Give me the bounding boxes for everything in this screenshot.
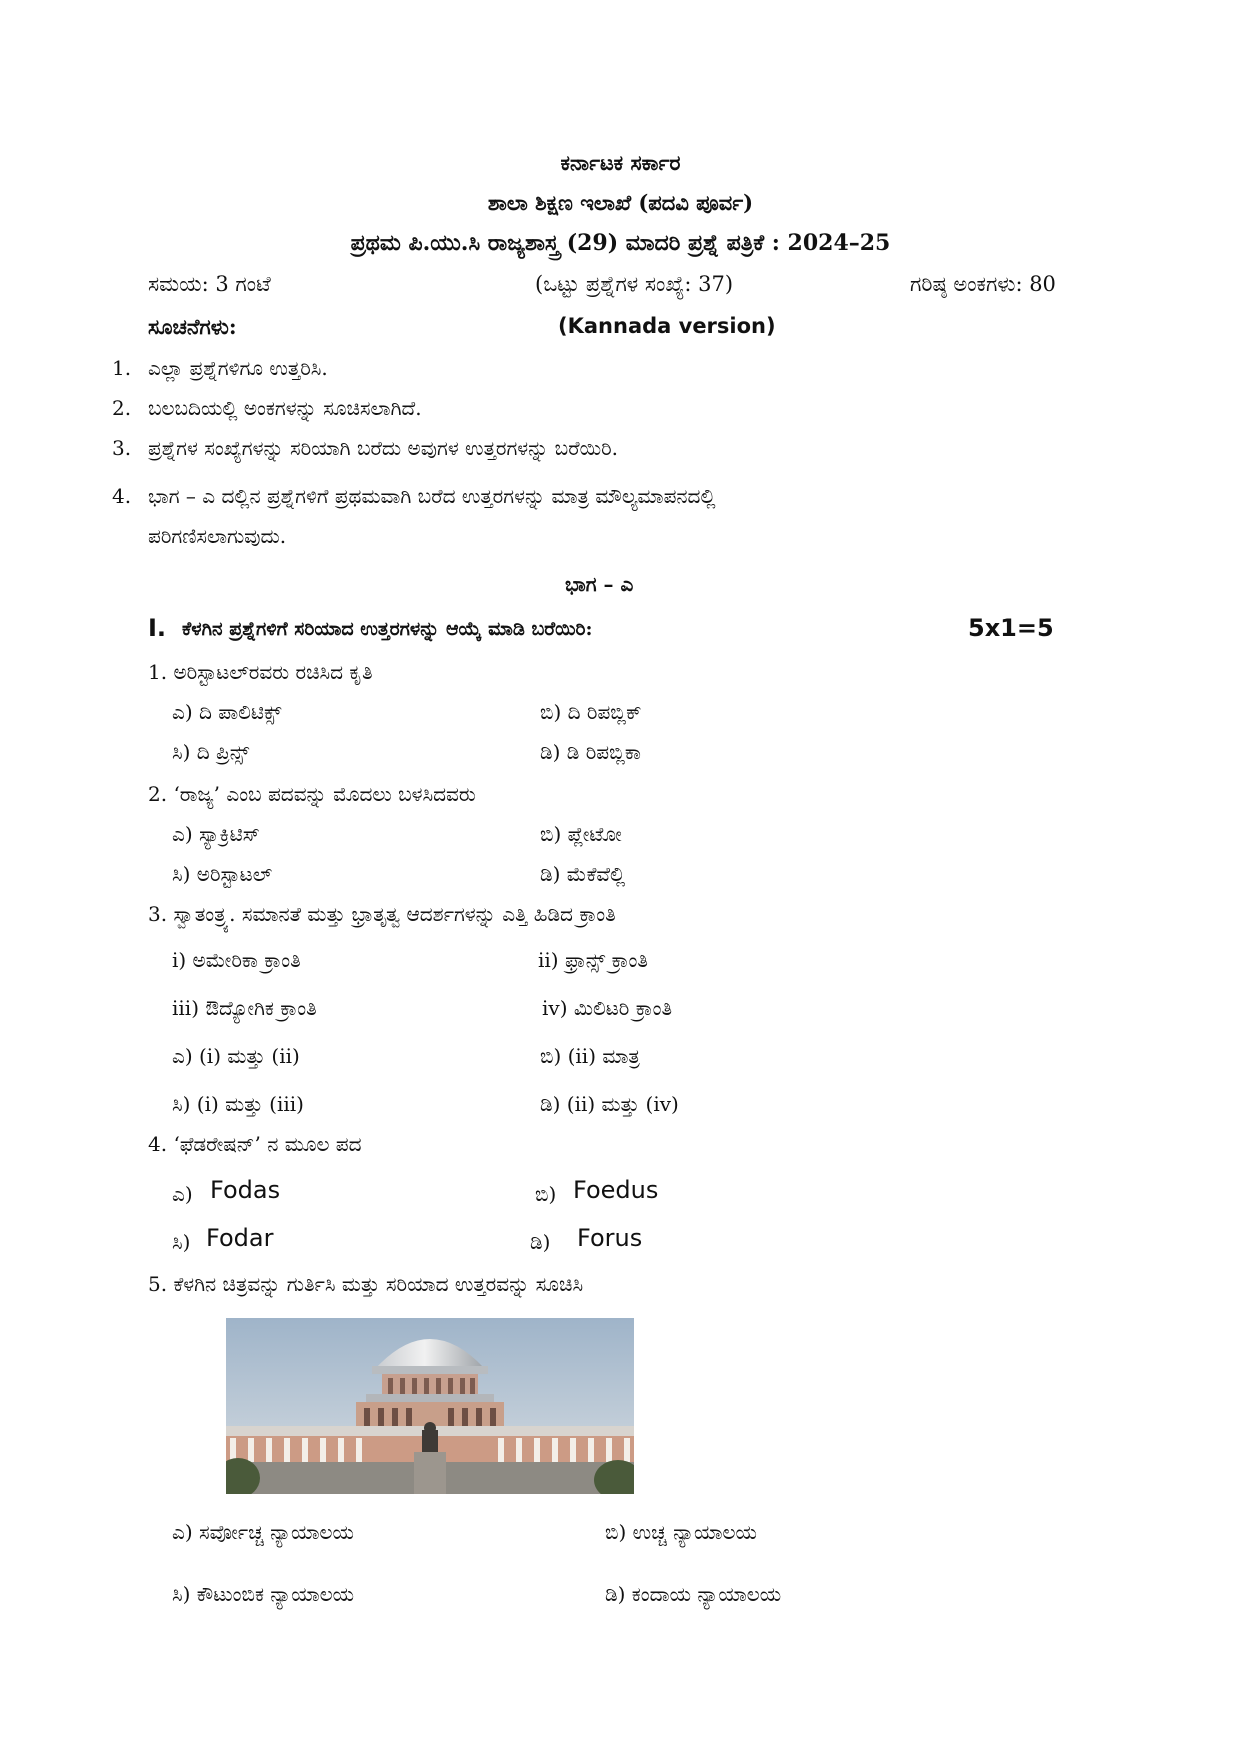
statement-iv: iv) ಮಿಲಿಟರಿ ಕ್ರಾಂತಿ <box>542 996 673 1020</box>
option-c-prefix: ಸಿ) <box>172 1230 191 1254</box>
instruction-number: 2. <box>112 396 132 420</box>
option-d-prefix: ಡಿ) <box>530 1230 551 1254</box>
option-b: ಬಿ) ಉಚ್ಚ ನ್ಯಾಯಾಲಯ <box>605 1520 757 1544</box>
question-2: 2. ‘ರಾಜ್ಯ’ ಎಂಬ ಪದವನ್ನು ಮೊದಲು ಬಳಸಿದವರು <box>148 782 476 806</box>
paper-title: ಪ್ರಥಮ ಪಿ.ಯು.ಸಿ ರಾಜ್ಯಶಾಸ್ತ್ರ (29) ಮಾದರಿ ಪ್ರಶ್ನೆ ಪತ್ರಿಕೆ : 2024–25 <box>350 230 891 256</box>
option-a-word: Fodas <box>210 1176 281 1204</box>
option-b-word: Foedus <box>573 1176 659 1204</box>
section-marks: 5x1=5 <box>968 614 1054 642</box>
instruction-number: 1. <box>112 356 132 380</box>
question-5: 5. ಕೆಳಗಿನ ಚಿತ್ರವನ್ನು ಗುರ್ತಿಸಿ ಮತ್ತು ಸರಿಯಾದ ಉತ್ತರವನ್ನು ಸೂಚಿಸಿ <box>148 1272 584 1296</box>
question-1: 1. ಅರಿಸ್ಟಾಟಲ್‌ರವರು ರಚಿಸಿದ ಕೃತಿ <box>148 660 373 684</box>
option-a: ಎ) (i) ಮತ್ತು (ii) <box>172 1044 300 1068</box>
section-number: I. <box>148 614 167 642</box>
statement-iii: iii) ಔದ್ಯೋಗಿಕ ಕ್ರಾಂತಿ <box>172 996 317 1020</box>
option-d: ಡಿ) ಕಂದಾಯ ನ್ಯಾಯಾಲಯ <box>605 1582 782 1606</box>
option-b-prefix: ಬಿ) <box>535 1182 557 1206</box>
instruction-number: 3. <box>112 436 132 460</box>
option-b: ಬಿ) ಪ್ಲೇಟೋ <box>540 822 622 846</box>
time-label: ಸಮಯ: 3 ಗಂಟೆ <box>148 272 271 296</box>
part-title: ಭಾಗ – ಎ <box>565 572 634 596</box>
instruction-text-continued: ಪರಿಗಣಿಸಲಾಗುವುದು. <box>148 524 287 548</box>
max-marks: ಗರಿಷ್ಠ ಅಂಕಗಳು: 80 <box>910 272 1056 296</box>
instruction-text: ಎಲ್ಲಾ ಪ್ರಶ್ನೆಗಳಿಗೂ ಉತ್ತರಿಸಿ. <box>148 356 328 380</box>
supreme-court-image <box>226 1318 634 1494</box>
option-a: ಎ) ಸರ್ವೋಚ್ಚ ನ್ಯಾಯಾಲಯ <box>172 1520 354 1544</box>
option-d: ಡಿ) ಮೆಕೆವೆಲ್ಲಿ <box>540 862 626 886</box>
option-a-prefix: ಎ) <box>172 1182 193 1206</box>
question-3: 3. ಸ್ವಾತಂತ್ರ್ಯ. ಸಮಾನತೆ ಮತ್ತು ಭ್ರಾತೃತ್ವ ಆದರ್ಶಗಳನ್ನು ಎತ್ತಿ ಹಿಡಿದ ಕ್ರಾಂತಿ <box>148 902 616 926</box>
statement-i: i) ಅಮೇರಿಕಾ ಕ್ರಾಂತಿ <box>172 948 301 972</box>
option-b: ಬಿ) (ii) ಮಾತ್ರ <box>540 1044 640 1068</box>
header-department: ಶಾಲಾ ಶಿಕ್ಷಣ ಇಲಾಖೆ (ಪದವಿ ಪೂರ್ವ) <box>487 190 754 215</box>
instructions-label: ಸೂಚನೆಗಳು: <box>148 314 237 339</box>
option-c: ಸಿ) ಕೌಟುಂಬಿಕ ನ್ಯಾಯಾಲಯ <box>172 1582 355 1606</box>
instruction-text: ಬಲಬದಿಯಲ್ಲಿ ಅಂಕಗಳನ್ನು ಸೂಚಿಸಲಾಗಿದೆ. <box>148 396 422 420</box>
header-government: ಕರ್ನಾಟಕ ಸರ್ಕಾರ <box>560 150 681 175</box>
instruction-number: 4. <box>112 484 132 508</box>
option-d-word: Forus <box>577 1224 643 1252</box>
option-b: ಬಿ) ದಿ ರಿಪಬ್ಲಿಕ್ <box>540 700 642 724</box>
total-questions: (ಒಟ್ಟು ಪ್ರಶ್ನೆಗಳ ಸಂಖ್ಯೆ: 37) <box>535 272 734 296</box>
option-c-word: Fodar <box>206 1224 274 1252</box>
option-d: ಡಿ) (ii) ಮತ್ತು (iv) <box>540 1092 679 1116</box>
option-c: ಸಿ) ದಿ ಪ್ರಿನ್ಸ್ <box>172 740 250 764</box>
option-a: ಎ) ಸ್ಯಾಕ್ರಿಟಿಸ್ <box>172 822 260 846</box>
option-a: ಎ) ದಿ ಪಾಲಿಟಿಕ್ಸ್ <box>172 700 282 724</box>
option-d: ಡಿ) ಡಿ ರಿಪಬ್ಲಿಕಾ <box>540 740 641 764</box>
statement-ii: ii) ಫ್ರಾನ್ಸ್ ಕ್ರಾಂತಿ <box>538 948 648 972</box>
version-label: (Kannada version) <box>558 314 776 338</box>
question-4: 4. ‘ಫೆಡರೇಷನ್’ ನ ಮೂಲ ಪದ <box>148 1132 362 1156</box>
instruction-text: ಭಾಗ – ಎ ದಲ್ಲಿನ ಪ್ರಶ್ನೆಗಳಿಗೆ ಪ್ರಥಮವಾಗಿ ಬರೆದ ಉತ್ತರಗಳನ್ನು ಮಾತ್ರ ಮೌಲ್ಯಮಾಪನದಲ್ಲಿ <box>148 484 716 508</box>
instruction-text: ಪ್ರಶ್ನೆಗಳ ಸಂಖ್ಯೆಗಳನ್ನು ಸರಿಯಾಗಿ ಬರೆದು ಅವುಗಳ ಉತ್ತರಗಳನ್ನು ಬರೆಯಿರಿ. <box>148 436 618 460</box>
option-c: ಸಿ) ಅರಿಸ್ಟಾಟಲ್ <box>172 862 273 886</box>
option-c: ಸಿ) (i) ಮತ್ತು (iii) <box>172 1092 304 1116</box>
section-instruction: ಕೆಳಗಿನ ಪ್ರಶ್ನೆಗಳಿಗೆ ಸರಿಯಾದ ಉತ್ತರಗಳನ್ನು ಆಯ್ಕೆ ಮಾಡಿ ಬರೆಯಿರಿ: <box>182 618 593 640</box>
